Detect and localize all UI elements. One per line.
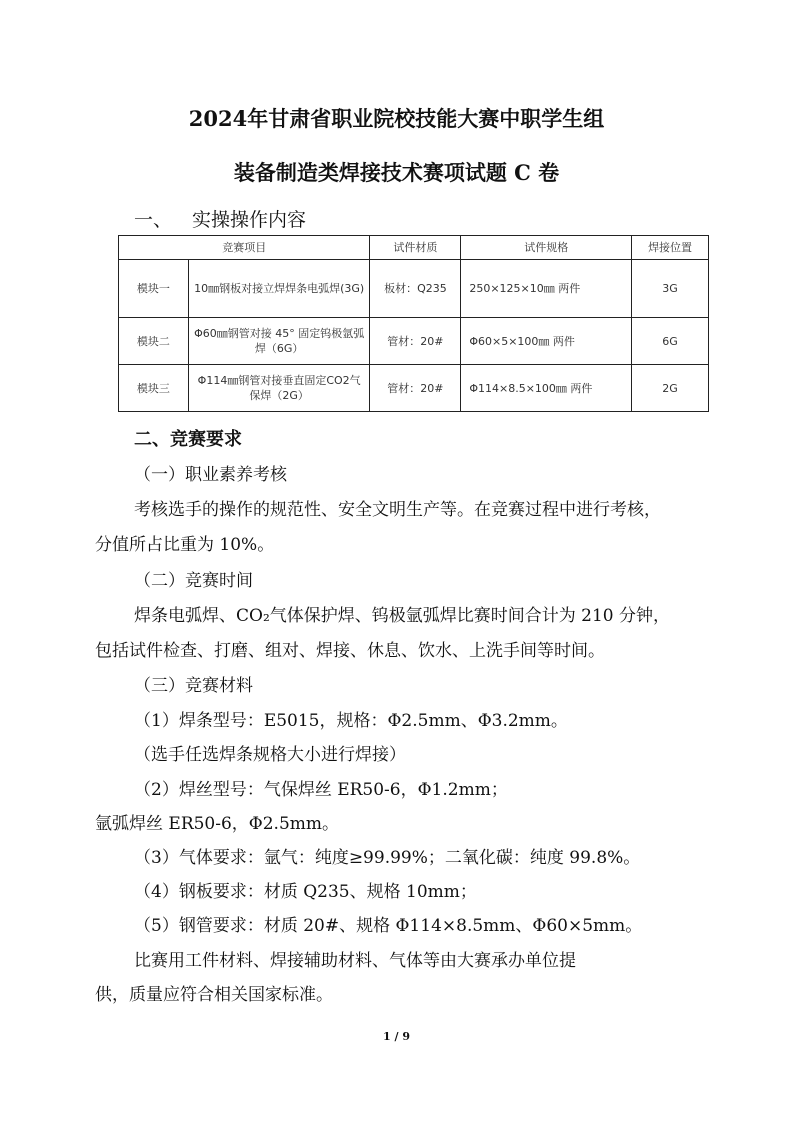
table-header-row	[119, 236, 709, 260]
position-cell: 2G	[632, 365, 709, 412]
material-item: （1）焊条型号：E5015，规格：Φ2.5mm、Φ3.2mm。	[134, 711, 568, 731]
module-cell: 模块二	[119, 318, 189, 365]
module-cell: 模块一	[119, 260, 189, 318]
project-cell: Φ60㎜钢管对接 45° 固定钨极氩弧焊（6G）	[188, 318, 370, 365]
paragraph-line: 分值所占比重为 10%。	[95, 535, 275, 555]
position-cell: 3G	[632, 260, 709, 318]
page-number: 1 / 9	[383, 1030, 410, 1043]
table-row	[119, 260, 709, 318]
document-title-line-2: 装备制造类焊接技术赛项试题 C 卷	[233, 160, 560, 185]
project-cell: 10㎜钢板对接立焊焊条电弧焊(3G)	[188, 260, 370, 318]
material-item: （4）钢板要求：材质 Q235、规格 10mm；	[134, 882, 477, 902]
project-cell: Φ114㎜钢管对接垂直固定CO2气保焊（2G）	[188, 365, 370, 412]
paragraph-line: 焊条电弧焊、CO₂气体保护焊、钨极氩弧焊比赛时间合计为 210 分钟，	[134, 606, 671, 626]
section-1-number: 一、	[134, 209, 173, 231]
paragraph-line: 包括试件检查、打磨、组对、焊接、休息、饮水、上洗手间等时间。	[95, 641, 605, 661]
material-item: （3）气体要求：氩气：纯度≥99.99%；二氧化碳：纯度 99.8%。	[134, 848, 641, 868]
paragraph-line: 供，质量应符合相关国家标准。	[95, 985, 333, 1005]
header-spec: 试件规格	[461, 236, 632, 260]
subheading-professional: （一）职业素养考核	[134, 465, 287, 485]
module-cell: 模块三	[119, 365, 189, 412]
section-1-title: 实操操作内容	[192, 209, 307, 231]
material-cell: 管材：20#	[370, 318, 461, 365]
material-cell: 板材：Q235	[370, 260, 461, 318]
header-material: 试件材质	[370, 236, 461, 260]
material-item: （2）焊丝型号：气保焊丝 ER50-6，Φ1.2mm；	[134, 780, 508, 800]
section-2-heading: 二、竞赛要求	[134, 429, 242, 450]
header-position: 焊接位置	[632, 236, 709, 260]
spec-cell: 250×125×10㎜ 两件	[461, 260, 632, 318]
section-1-heading	[134, 205, 306, 232]
spec-cell: Φ114×8.5×100㎜ 两件	[461, 365, 632, 412]
material-cell: 管材：20#	[370, 365, 461, 412]
document-title-line-1: 2024年甘肃省职业院校技能大赛中职学生组	[188, 106, 605, 131]
header-project: 竞赛项目	[119, 236, 370, 260]
material-note: （选手任选焊条规格大小进行焊接）	[134, 745, 406, 765]
material-item: 氩弧焊丝 ER50-6，Φ2.5mm。	[95, 814, 340, 834]
competition-table	[118, 235, 709, 412]
paragraph-line: 考核选手的操作的规范性、安全文明生产等。在竞赛过程中进行考核，	[134, 500, 661, 520]
position-cell: 6G	[632, 318, 709, 365]
subheading-time: （二）竞赛时间	[134, 571, 253, 591]
table-row	[119, 318, 709, 365]
table-row	[119, 365, 709, 412]
paragraph-line: 比赛用工件材料、焊接辅助材料、气体等由大赛承办单位提	[134, 951, 576, 971]
material-item: （5）钢管要求：材质 20#、规格 Φ114×8.5mm、Φ60×5mm。	[134, 916, 643, 936]
spec-cell: Φ60×5×100㎜ 两件	[461, 318, 632, 365]
subheading-materials: （三）竞赛材料	[134, 676, 253, 696]
